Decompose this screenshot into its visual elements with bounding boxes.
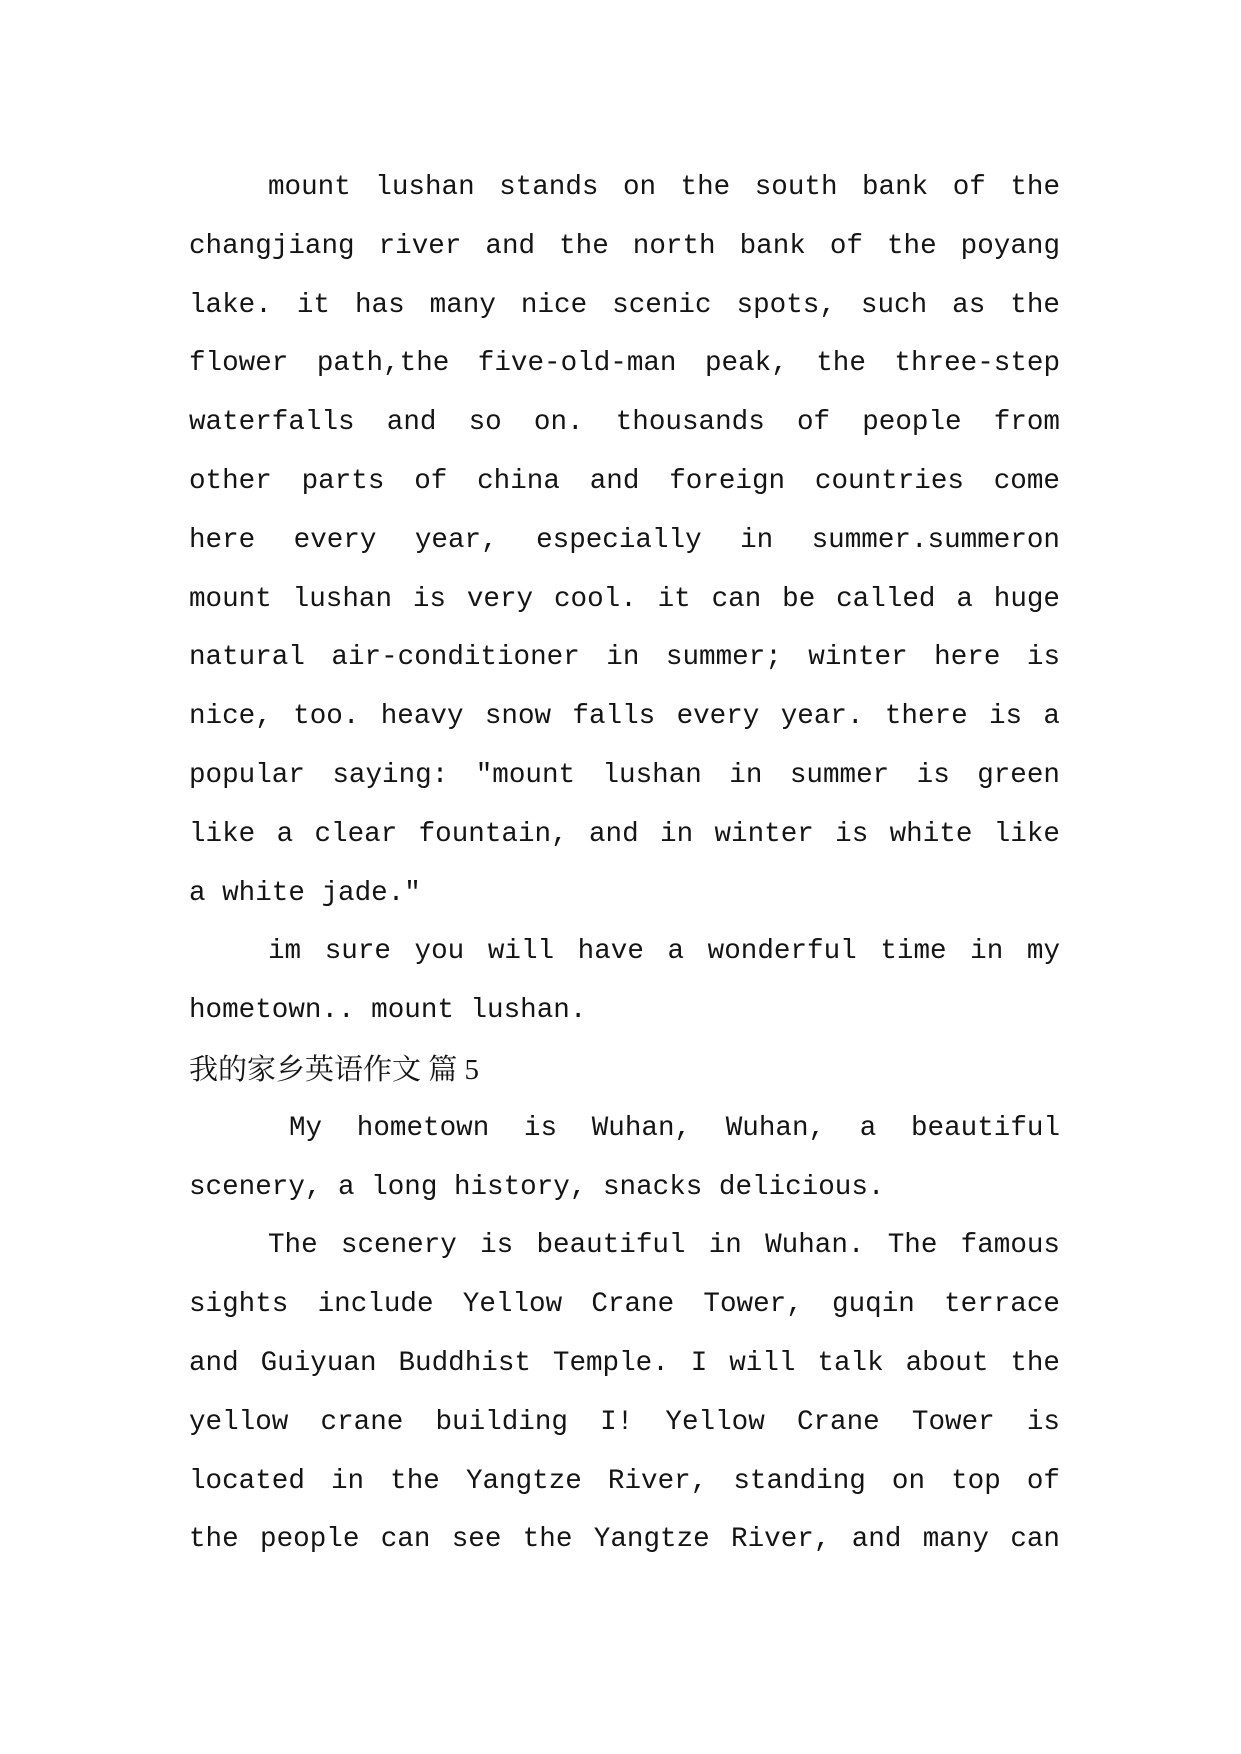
text-line: scenery, a long history, snacks delicious. [189,1171,885,1203]
text-line: and Guiyuan Buddhist Temple. I will talk about the [189,1347,1060,1379]
text-line: here every year, especially in summer.summeron [189,524,1060,556]
section-heading: 我的家乡英语作文 篇 5 [189,1053,480,1086]
text-line: mount lushan is very cool. it can be called a huge [189,583,1060,615]
text-line: sights include Yellow Crane Tower, guqin terrace [189,1289,1060,1321]
text-line: changjiang river and the north bank of the poyang [189,230,1060,262]
paragraph-wuhan-intro [189,1100,1060,1218]
text-line: lake. it has many nice scenic spots, such as the [189,289,1060,321]
text-line: hometown.. mount lushan. [189,995,587,1027]
paragraph-closing [189,923,1060,1041]
text-line: yellow crane building I! Yellow Crane Tower is [189,1406,1060,1438]
text-line: a white jade." [189,877,421,909]
text-line: like a clear fountain, and in winter is white like [189,818,1060,850]
text-line: natural air-conditioner in summer; winter here is [189,642,1060,674]
paragraph-mount-lushan [189,159,1060,923]
text-line: the people can see the Yangtze River, and many can [189,1524,1060,1556]
document-body [189,159,1060,1570]
text-line: My hometown is Wuhan, Wuhan, a beautiful [289,1112,1060,1144]
text-line: nice, too. heavy snow falls every year. there is a [189,701,1060,733]
text-line: flower path,the five-old-man peak, the three-step [189,348,1060,380]
text-line: other parts of china and foreign countries come [189,465,1060,497]
text-line: mount lushan stands on the south bank of the [268,172,1060,203]
text-line: waterfalls and so on. thousands of people from [189,407,1060,439]
text-line: located in the Yangtze River, standing on top of [189,1465,1060,1497]
paragraph-wuhan-scenery [189,1217,1060,1570]
text-line: popular saying: "mount lushan in summer is green [189,759,1060,791]
text-line: im sure you will have a wonderful time in my [268,936,1060,968]
text-line: The scenery is beautiful in Wuhan. The famous [268,1230,1060,1262]
